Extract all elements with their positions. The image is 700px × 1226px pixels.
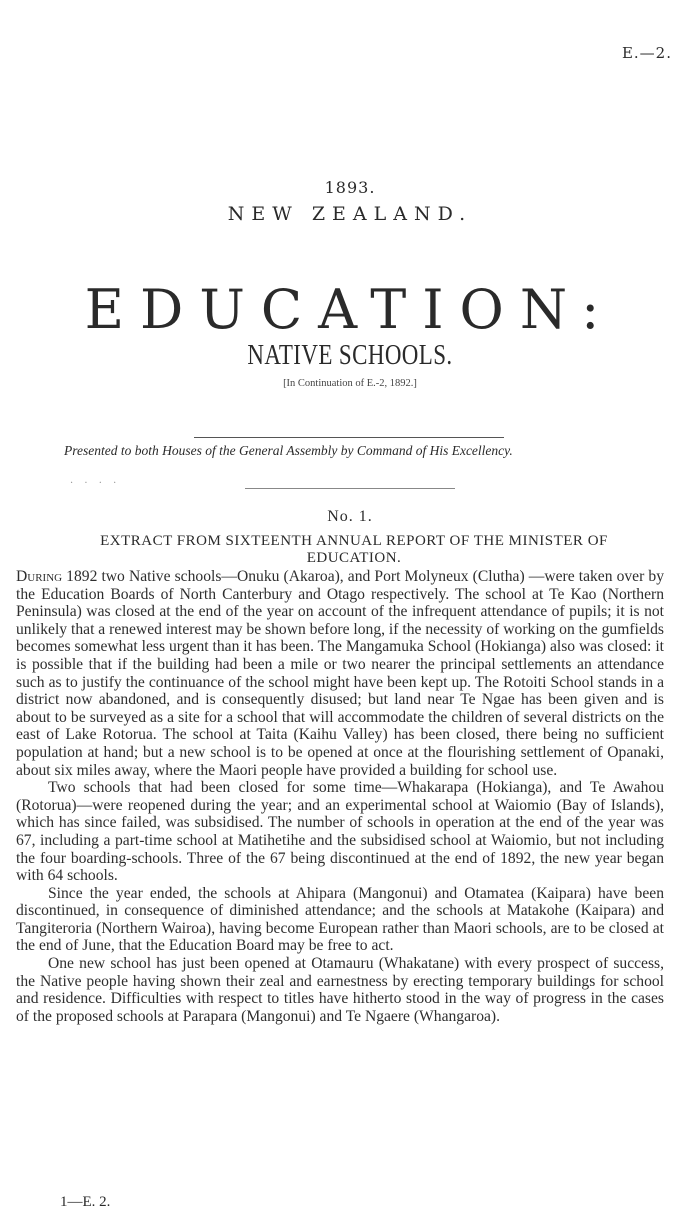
paragraph: One new school has just been opened at Otamauru (Whakatane) with every prospect of success, the Native people having shown their zeal and earnestness by erecting temporary buildings for school and residence. Difficulties with respect to titles have hitherto stood in the way of progress in the cases of the proposed schools at Parapara (Mangonui) and Te Ngaere (Whangaroa). [16,955,664,1025]
year: 1893. [324,178,376,197]
decorative-dots: · · · · [70,478,121,489]
section-number: No. 1. [327,508,373,525]
divider-rule-short [245,488,455,489]
divider-rule [194,437,504,438]
paragraph [16,568,664,779]
section-heading: EXTRACT FROM SIXTEENTH ANNUAL REPORT OF THE MINISTER OF EDUCATION. [100,533,608,566]
continuation-note: [In Continuation of E.-2, 1892.] [283,378,417,389]
document-title: EDUCATION: [84,278,616,341]
paragraph: Two schools that had been closed for some time—Whakarapa (Hokianga), and Te Awahou (Rotorua)—were reopened during the year; and an experimental school at Waiomio (Bay of Islands), which has since failed, was subsidised. The number of schools in operation at the end of the year was 67, including a part-time school at Matihetihe and the subsidised school at Waiomio, but not including the four boarding-schools. Three of the 67 being discontinued at the end of 1892, the new year began with 64 schools. [16,779,664,885]
document-subtitle: NATIVE SCHOOLS. [247,340,453,371]
paragraph-lead: During [16,568,63,585]
paragraph: Since the year ended, the schools at Ahipara (Mangonui) and Otamatea (Kaipara) have been discontinued, in consequence of diminished attendance; and the schools at Matakohe (Kaipara) and Tangiteroria (Northern Wairoa), having become European rather than Maori schools, are to be closed at the end of June, that the Education Board may be free to act. [16,884,664,955]
page-signature: 1—E. 2. [60,1194,111,1210]
body-text [16,568,664,1025]
presented-line: Presented to both Houses of the General Assembly by Command of His Excellency. [64,443,513,458]
country-heading: NEW ZEALAND. [227,203,473,225]
paragraph-text: 1892 two Native schools—Onuku (Akaroa), and Port Molyneux (Clutha) —were taken over by the Education Boards of North Canterbury and Otago respectively. The school at Te Kao (Northern Peninsula) was closed at the end of the year on account of the infrequent attendance of pupils; it is not unlikely that a renewed interest may be shown before long, if the necessity of working on the gumfields becomes somewhat less urgent than it has been. The Mangamuka School (Hokianga) also was closed: it is possible that if the building had been a mile or two nearer the principal settlements an attendance such as to justify the continuance of the school might have been kept up. The Rotoiti School stands in a district now abandoned, and is consequently disused; but land near Te Ngae has been given and is about to be surveyed as a site for a school that will accommodate the children of several districts on the east of Lake Rotorua. The school at Taita (Kaihu Valley) has been closed, there being no sufficient population at hand; but a new school is to be opened at once at the flourishing settlement of Opanaki, about six miles away, where the Maori people have provided a building for school use. [16,568,664,779]
page-code: E.—2. [621,44,672,62]
